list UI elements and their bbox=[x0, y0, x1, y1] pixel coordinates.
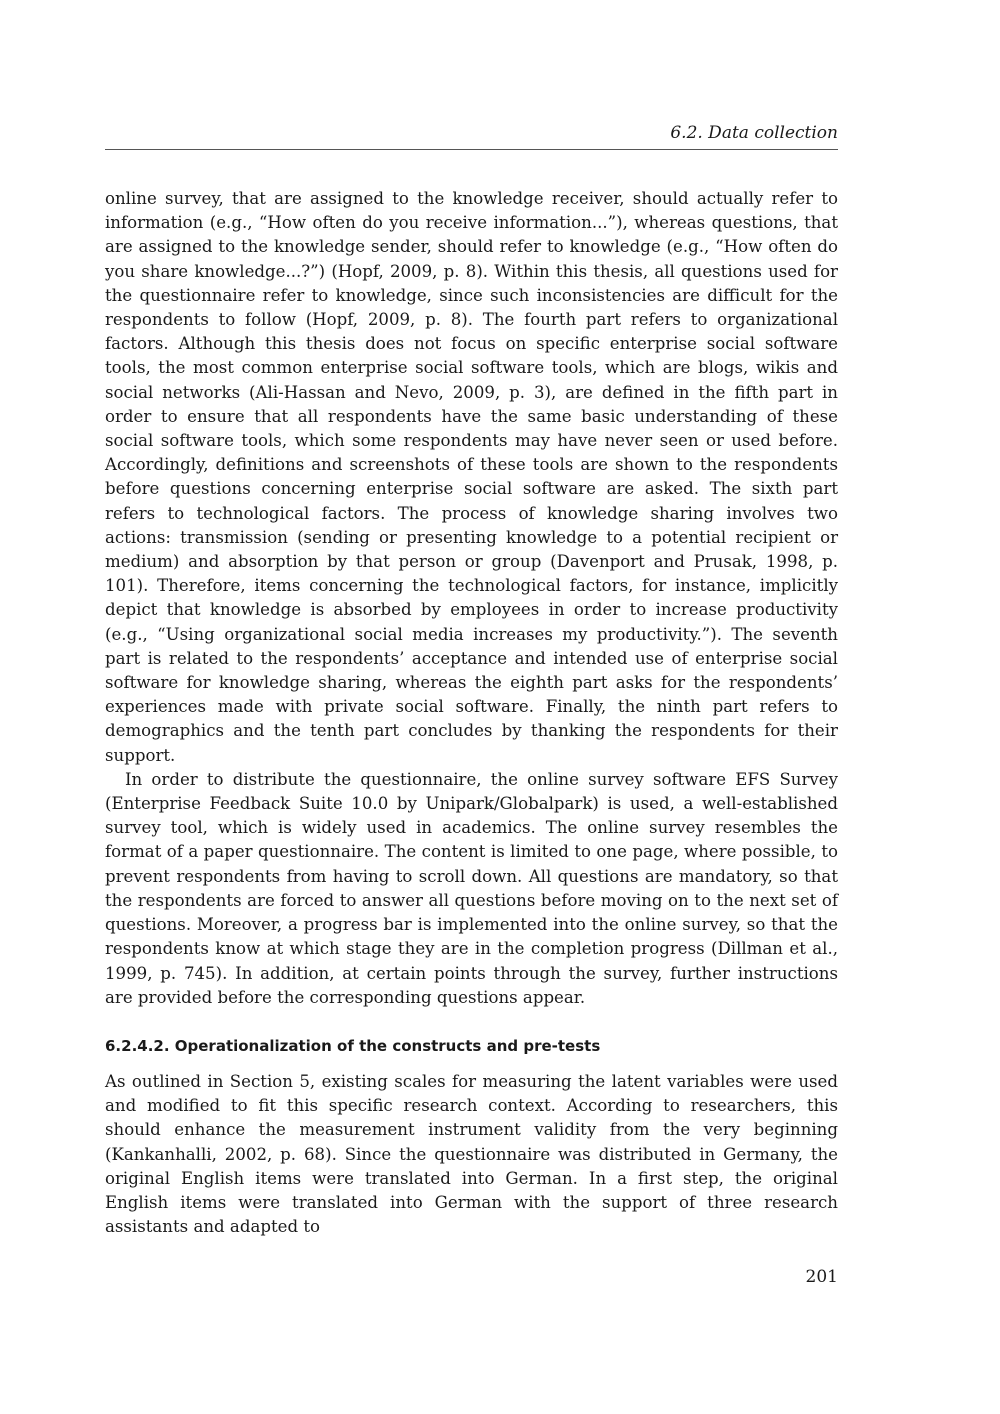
running-title: 6.2. Data collection bbox=[670, 123, 838, 143]
paragraph-continued: online survey, that are assigned to the knowledge receiver, should actually refer to information (e.g., “How often do you receive information...”), whereas questions, that are assigned to the knowledge sender, should refer to knowledge (e.g., “How often do you share knowledge...?”) (Hopf, 2009, p. 8). Within this thesis, all questions used for the questionnaire refer to knowledge, since such inconsistencies are difficult for the respondents to follow (Hopf, 2009, p. 8). The fourth part refers to organizational factors. Although this thesis does not focus on specific enterprise social software tools, the most common enterprise social software tools, which are blogs, wikis and social networks (Ali-Hassan and Nevo, 2009, p. 3), are defined in the fifth part in order to ensure that all respondents have the same basic understanding of these social software tools, which some respondents may have never seen or used before. Accordingly, definitions and screenshots of these tools are shown to the respondents before questions concerning enterprise social software are asked. The sixth part refers to technological factors. The process of knowledge sharing involves two actions: transmission (sending or presenting knowledge to a potential recipient or medium) and absorption by that person or group (Davenport and Prusak, 1998, p. 101). Therefore, items concerning the technological factors, for instance, implicitly depict that knowledge is absorbed by employees in order to increase productivity (e.g., “Using organizational social media increases my productivity.”). The seventh part is related to the respondents’ acceptance and intended use of enterprise social software for knowledge sharing, whereas the eighth part asks for the respondents’ experiences made with private social software. Finally, the ninth part refers to demographics and the tenth part concludes by thanking the respondents for their support. bbox=[105, 189, 838, 765]
section-heading: 6.2.4.2. Operationalization of the constructs and pre-tests bbox=[105, 1036, 601, 1055]
page-number: 201 bbox=[805, 1267, 838, 1287]
paragraph-operationalization: As outlined in Section 5, existing scales for measuring the latent variables were used and modified to fit this specific research context. According to researchers, this should enhance the measurement instrument validity from the very beginning (Kankanhalli, 2002, p. 68). Since the questionnaire was distributed in Germany, the original English items were translated into German. In a first step, the original English items were translated into German with the support of three research assistants and adapted to bbox=[105, 1071, 838, 1237]
body-text bbox=[105, 187, 838, 1239]
paragraph-survey-distribution: In order to distribute the questionnaire, the online survey software EFS Survey (Enterprise Feedback Suite 10.0 by Unipark/Globalpark) is used, a well-established survey tool, which is widely used in academics. The online survey resembles the format of a paper questionnaire. The content is limited to one page, where possible, to prevent respondents from having to scroll down. All questions are mandatory, so that the respondents are forced to answer all questions before moving on to the next set of questions. Moreover, a progress bar is implemented into the online survey, so that the respondents know at which stage they are in the completion progress (Dillman et al., 1999, p. 745). In addition, at certain points through the survey, further instructions are provided before the corresponding questions appear. bbox=[105, 769, 838, 1007]
running-header bbox=[105, 120, 838, 150]
